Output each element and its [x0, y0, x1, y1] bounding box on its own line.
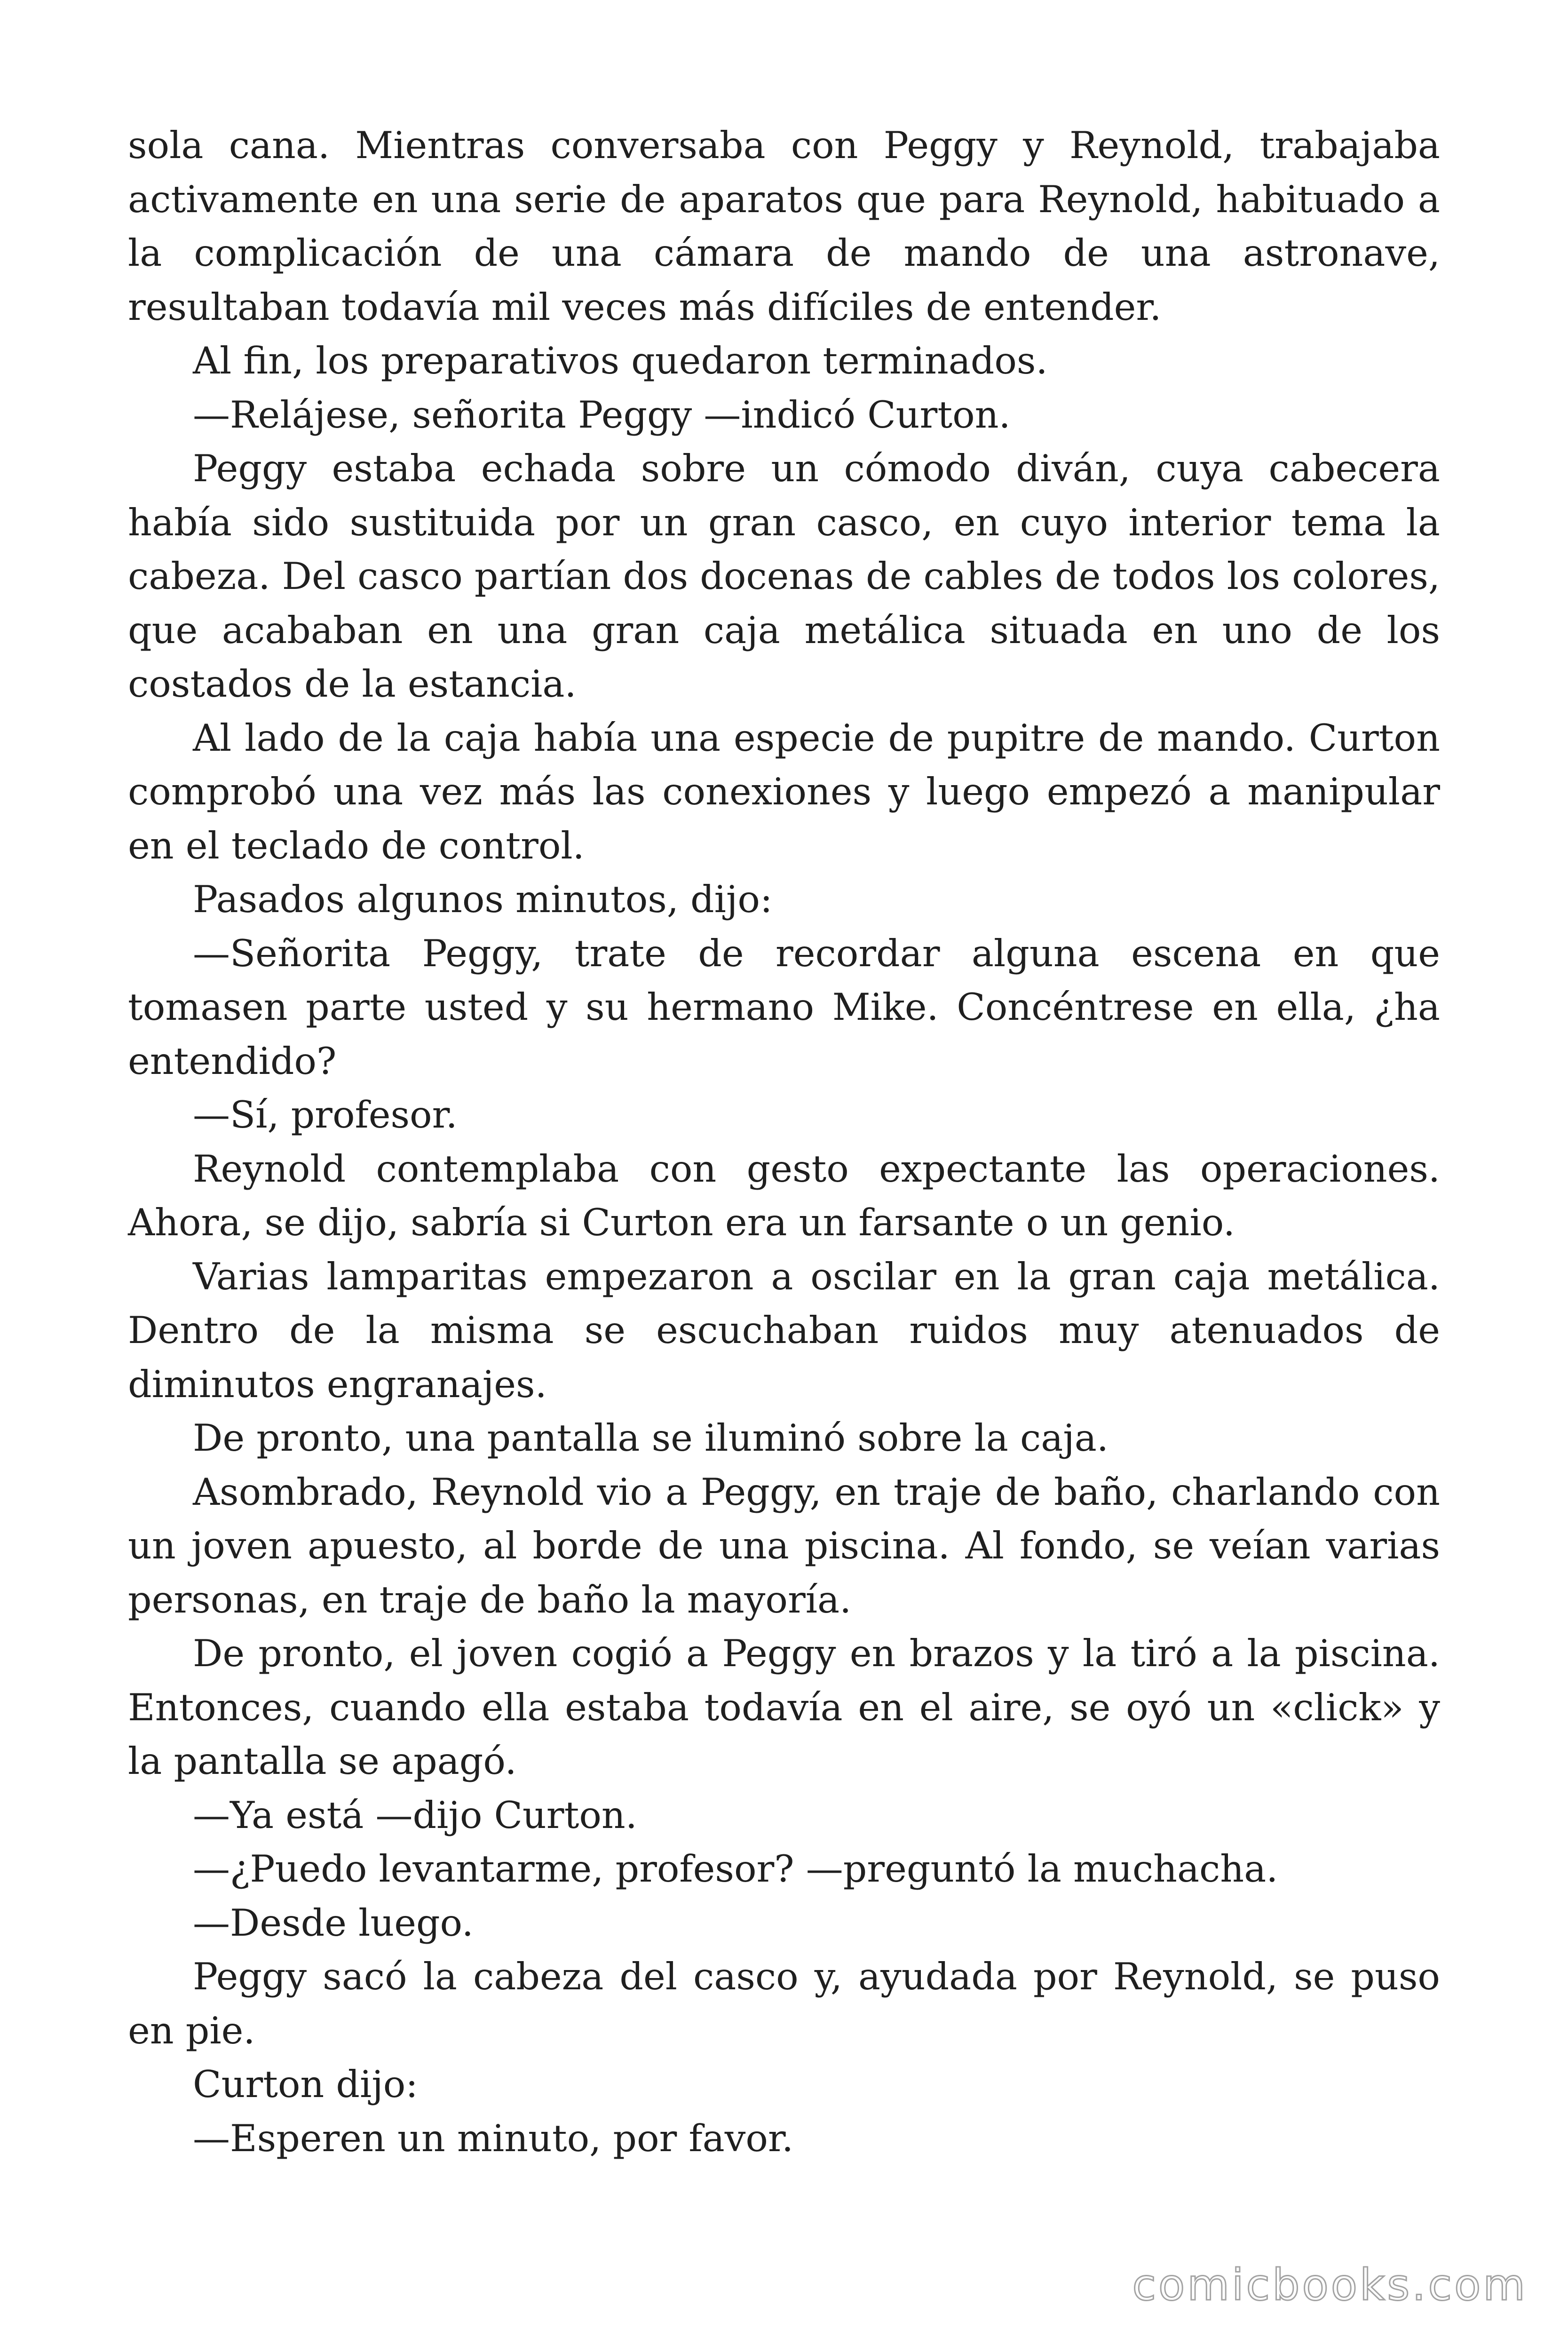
paragraph: —¿Puedo levantarme, profesor? —preguntó la muchacha. — [193, 1847, 1278, 1891]
page-text — [128, 119, 1440, 2165]
paragraph: —Desde luego. — [193, 1901, 474, 1945]
paragraph: —Ya está —dijo Curton. — [193, 1793, 637, 1837]
paragraph: —Relájese, señorita Peggy —indicó Curton. — [193, 393, 1011, 437]
paragraph: Reynold contemplaba con gesto expectante las operaciones. Ahora, se dijo, sabría si Curton era un farsante o un genio. — [128, 1147, 1440, 1244]
paragraph: Al lado de la caja había una especie de pupitre de mando. Curton comprobó una vez más las conexiones y luego empezó a manipular en el teclado de control. — [128, 716, 1440, 867]
paragraph: —Esperen un minuto, por favor. — [193, 2116, 794, 2160]
paragraph: De pronto, el joven cogió a Peggy en brazos y la tiró a la piscina. Entonces, cuando ella estaba todavía en el aire, se oyó un «click» y la pantalla se apagó. — [128, 1632, 1440, 1783]
paragraph: —Sí, profesor. — [193, 1093, 458, 1136]
paragraph: —Señorita Peggy, trate de recordar alguna escena en que tomasen parte usted y su hermano Mike. Concéntrese en ella, ¿ha entendido? — [128, 931, 1440, 1083]
paragraph: Peggy estaba echada sobre un cómodo diván, cuya cabecera había sido sustituida por un gran casco, en cuyo interior tema la cabeza. Del casco partían dos docenas de cables de todos los colores, que acababan en una gran caja metálica situada en uno de los costados de la estancia. — [128, 447, 1440, 706]
paragraph: Asombrado, Reynold vio a Peggy, en traje de baño, charlando con un joven apuesto, al borde de una piscina. Al fondo, se veían varias personas, en traje de baño la mayoría. — [128, 1470, 1440, 1621]
paragraph: Peggy sacó la cabeza del casco y, ayudada por Reynold, se puso en pie. — [128, 1955, 1440, 2052]
paragraph: Pasados algunos minutos, dijo: — [193, 878, 773, 921]
watermark: comicbooks.com — [1132, 2260, 1528, 2310]
paragraph: sola cana. Mientras conversaba con Peggy y Reynold, trabajaba activamente en una serie de aparatos que para Reynold, habituado a la complicación de una cámara de mando de una astronave, resultaban todavía mil veces más difíciles de entender. — [128, 124, 1440, 329]
paragraph: Al fin, los preparativos quedaron terminados. — [193, 339, 1048, 382]
paragraph: De pronto, una pantalla se iluminó sobre la caja. — [193, 1416, 1109, 1460]
paragraph: Curton dijo: — [193, 2063, 418, 2106]
paragraph: Varias lamparitas empezaron a oscilar en la gran caja metálica. Dentro de la misma se escuchaban ruidos muy atenuados de diminutos engranajes. — [128, 1255, 1440, 1406]
